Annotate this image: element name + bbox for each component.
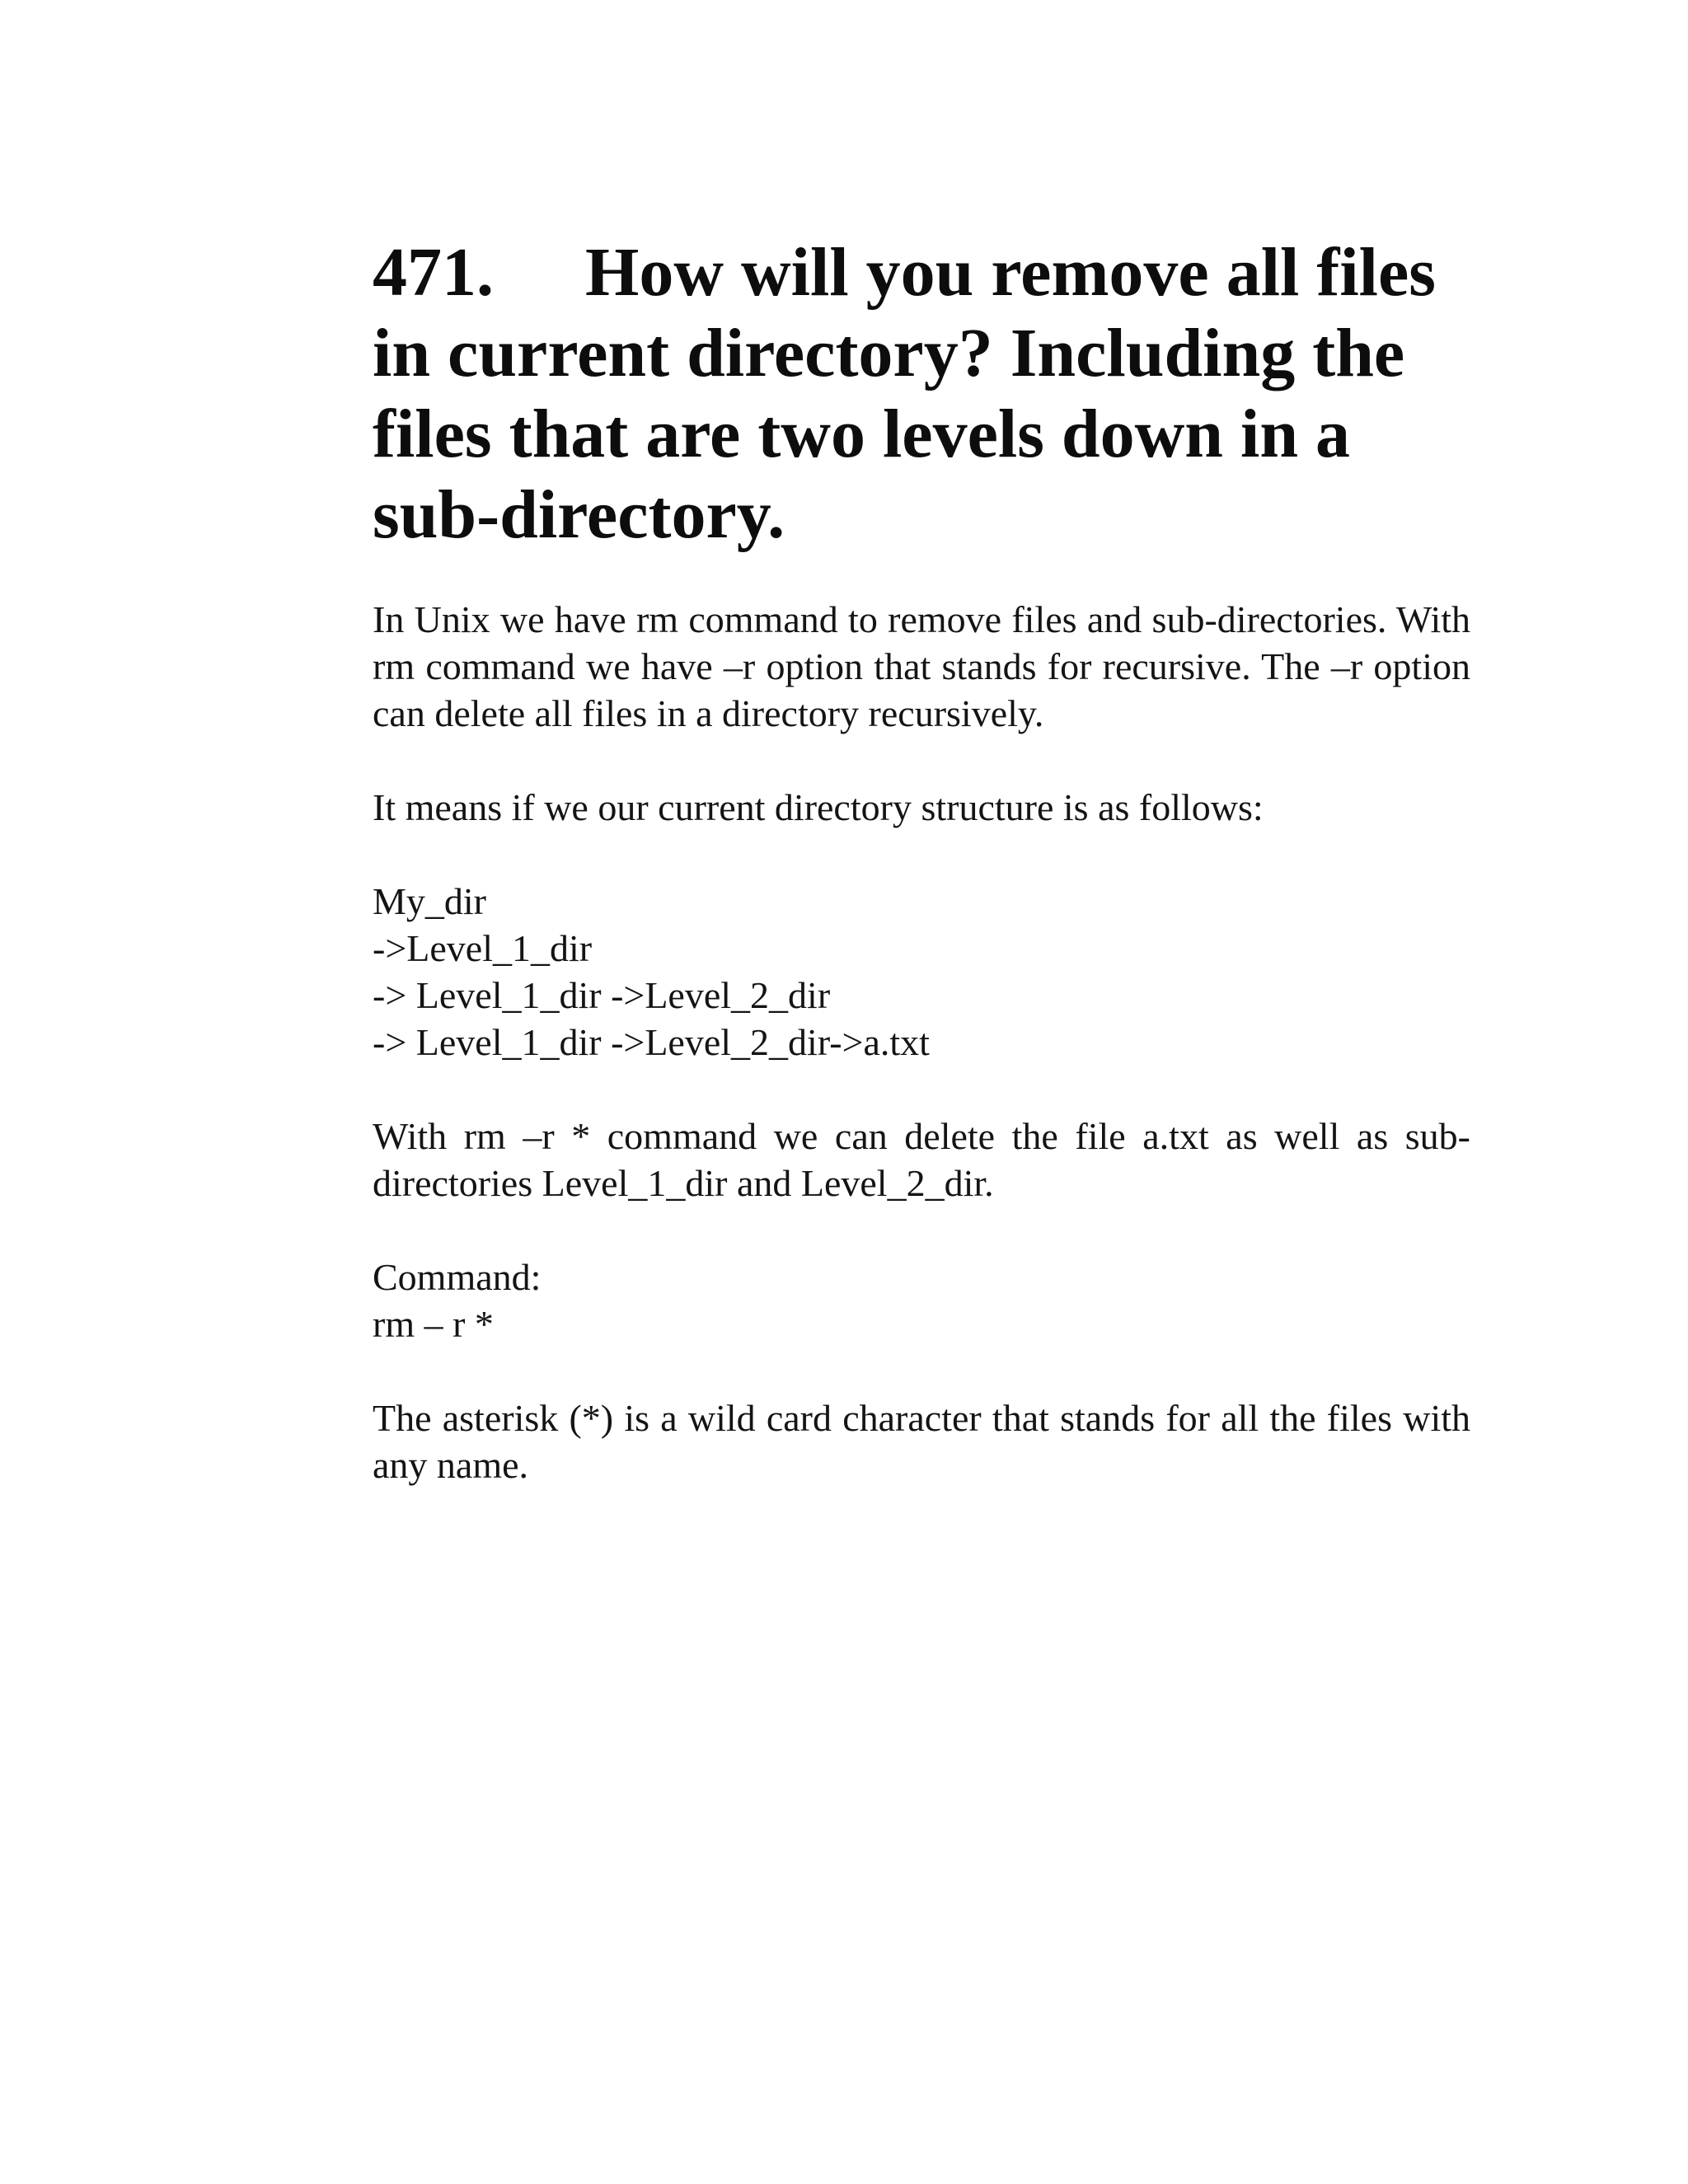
explanation-paragraph: With rm –r * command we can delete the file a.txt as well as sub-directories Level_1_dir and Level_2_dir. [373,1115,1470,1204]
tree-line: -> Level_1_dir ->Level_2_dir [373,974,831,1016]
tree-line: ->Level_1_dir [373,927,593,969]
command-block [373,1254,1470,1347]
directory-tree [373,878,1470,1066]
document-page [373,232,1470,1488]
closing-paragraph: The asterisk (*) is a wild card character that stands for all the files with any name. [373,1397,1470,1486]
question-title: How will you remove all files in current directory? Including the files that are two levels down in a sub-directory. [373,234,1436,553]
intro-paragraph: In Unix we have rm command to remove files and sub-directories. With rm command we have –r option that stands for recursive. The –r option can delete all files in a directory recursively. [373,598,1470,734]
question-heading [373,232,1470,555]
command-text: rm – r * [373,1303,494,1345]
tree-line: My_dir [373,880,486,922]
structure-intro-paragraph: It means if we our current directory structure is as follows: [373,786,1264,828]
command-label: Command: [373,1256,542,1298]
question-number: 471. [373,234,494,311]
tree-line: -> Level_1_dir ->Level_2_dir->a.txt [373,1021,930,1063]
